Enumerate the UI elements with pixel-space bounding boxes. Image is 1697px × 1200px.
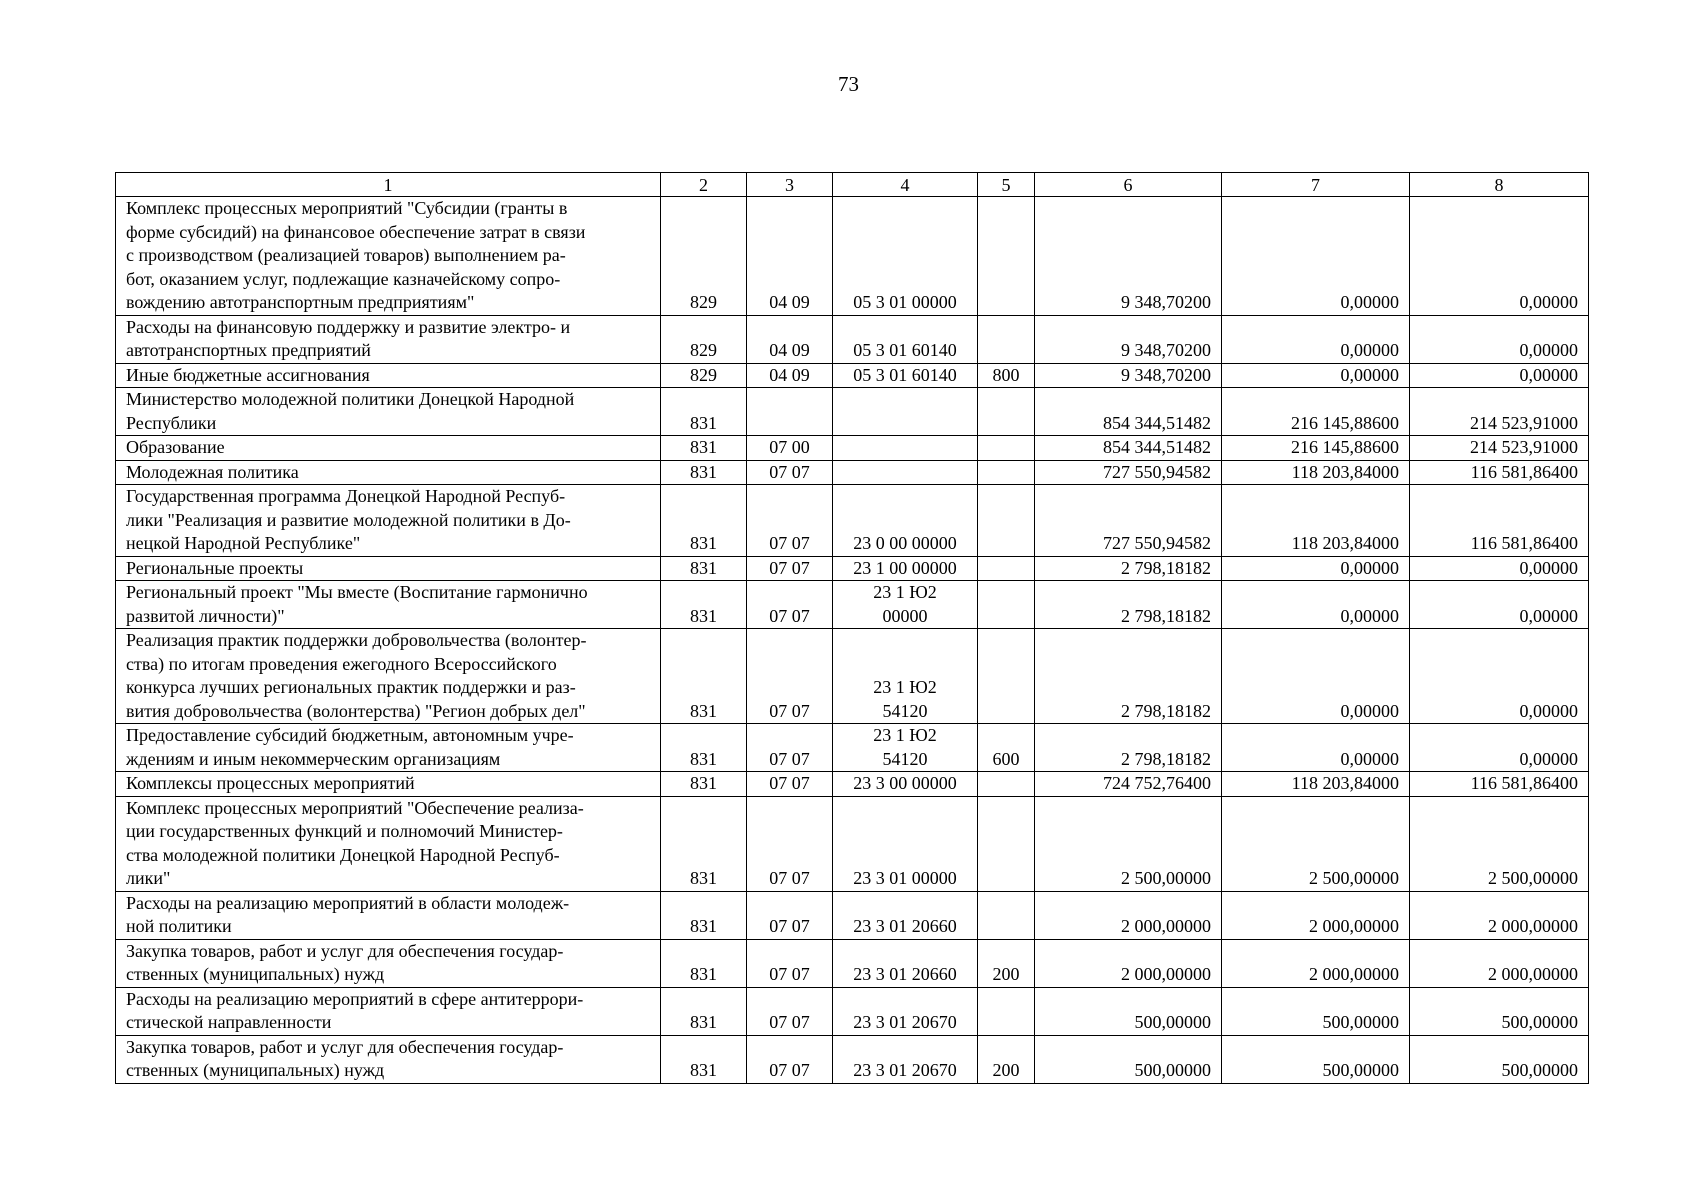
target-article-cell <box>833 388 978 436</box>
column-header: 1 <box>116 173 661 197</box>
row-name-line: Министерство молодежной политики Донецкой Народной <box>126 389 575 409</box>
amount-col8-cell: 0,00000 <box>1410 556 1589 581</box>
row-name-line: вития добровольчества (волонтерства) "Регион добрых дел" <box>126 700 586 721</box>
table-row <box>116 987 1589 1035</box>
row-name-line: Предоставление субсидий бюджетным, автономным учре- <box>126 725 574 745</box>
column-header: 8 <box>1410 173 1589 197</box>
amount-col7-cell: 118 203,84000 <box>1222 485 1410 557</box>
row-name-line: Иные бюджетные ассигнования <box>126 364 370 385</box>
row-name-line: форме субсидий) на финансовое обеспечение затрат в связи <box>126 221 586 242</box>
table-row <box>116 363 1589 388</box>
row-name-line: Региональный проект "Мы вместе (Воспитание гармонично <box>126 582 588 602</box>
row-name-line: ства молодежной политики Донецкой Народной Респуб- <box>126 844 560 865</box>
section-code-cell <box>747 388 833 436</box>
row-name-line: ной политики <box>126 916 232 936</box>
amount-col8-cell: 0,00000 <box>1410 581 1589 629</box>
table-row <box>116 197 1589 316</box>
amount-col6-cell: 500,00000 <box>1035 1035 1222 1083</box>
amount-col6-cell: 2 798,18182 <box>1035 581 1222 629</box>
amount-col6-cell: 727 550,94582 <box>1035 460 1222 485</box>
ministry-code-cell: 831 <box>661 556 747 581</box>
row-name-cell <box>116 796 661 891</box>
ministry-code-cell: 829 <box>661 363 747 388</box>
ministry-code-cell: 831 <box>661 436 747 461</box>
row-name-cell <box>116 939 661 987</box>
amount-col7-cell: 0,00000 <box>1222 724 1410 772</box>
table-row <box>116 436 1589 461</box>
row-name-cell <box>116 388 661 436</box>
table-row <box>116 315 1589 363</box>
row-name-line: Закупка товаров, работ и услуг для обеспечения государ- <box>126 940 564 961</box>
amount-col7-cell: 0,00000 <box>1222 315 1410 363</box>
amount-col7-cell: 118 203,84000 <box>1222 772 1410 797</box>
target-article-cell <box>833 1035 978 1083</box>
amount-col6-cell: 2 798,18182 <box>1035 629 1222 724</box>
ministry-code-cell: 831 <box>661 891 747 939</box>
target-article-cell <box>833 581 978 629</box>
expense-type-cell <box>978 460 1035 485</box>
target-article-cell <box>833 436 978 461</box>
section-code-cell: 07 07 <box>747 939 833 987</box>
amount-col8-cell: 116 581,86400 <box>1410 772 1589 797</box>
amount-col8-cell: 116 581,86400 <box>1410 485 1589 557</box>
row-name-line: Молодежная политика <box>126 461 299 482</box>
target-article-line: 00000 <box>882 605 928 626</box>
row-name-line: Республики <box>126 412 217 433</box>
expense-type-cell <box>978 796 1035 891</box>
amount-col7-cell: 0,00000 <box>1222 629 1410 724</box>
section-code-cell: 07 07 <box>747 891 833 939</box>
amount-col7-cell: 216 145,88600 <box>1222 388 1410 436</box>
expense-type-cell <box>978 436 1035 461</box>
ministry-code-cell: 831 <box>661 724 747 772</box>
row-name-line: Расходы на реализацию мероприятий в области молодеж- <box>126 892 570 913</box>
expense-type-cell <box>978 388 1035 436</box>
row-name-line: Комплексы процессных мероприятий <box>126 773 415 793</box>
amount-col6-cell: 9 348,70200 <box>1035 197 1222 316</box>
table-body <box>116 197 1589 1084</box>
expense-type-cell <box>978 315 1035 363</box>
target-article-cell <box>833 939 978 987</box>
ministry-code-cell: 831 <box>661 987 747 1035</box>
target-article-cell <box>833 197 978 316</box>
target-article-cell <box>833 363 978 388</box>
page-number: 73 <box>838 72 859 96</box>
expense-type-cell: 600 <box>978 724 1035 772</box>
row-name-line: бот, оказанием услуг, подлежащие казначейскому сопро- <box>126 268 561 289</box>
amount-col6-cell: 2 000,00000 <box>1035 891 1222 939</box>
row-name-cell <box>116 556 661 581</box>
amount-col6-cell: 9 348,70200 <box>1035 363 1222 388</box>
row-name-cell <box>116 772 661 797</box>
section-code-cell: 07 00 <box>747 436 833 461</box>
row-name-line: Закупка товаров, работ и услуг для обеспечения государ- <box>126 1036 564 1057</box>
section-code-cell: 07 07 <box>747 556 833 581</box>
section-code-cell: 07 07 <box>747 772 833 797</box>
amount-col8-cell: 0,00000 <box>1410 315 1589 363</box>
section-code-cell: 07 07 <box>747 987 833 1035</box>
amount-col6-cell: 2 798,18182 <box>1035 724 1222 772</box>
target-article-line: 05 3 01 60140 <box>853 364 957 385</box>
amount-col8-cell: 214 523,91000 <box>1410 436 1589 461</box>
ministry-code-cell: 831 <box>661 772 747 797</box>
amount-col8-cell: 0,00000 <box>1410 363 1589 388</box>
target-article-line: 05 3 01 00000 <box>853 292 957 312</box>
table-row <box>116 485 1589 557</box>
target-article-line: 23 1 Ю2 <box>873 677 937 697</box>
amount-col6-cell: 724 752,76400 <box>1035 772 1222 797</box>
target-article-line: 23 0 00 00000 <box>853 533 957 553</box>
target-article-line: 23 1 Ю2 <box>873 725 937 745</box>
section-code-cell: 07 07 <box>747 460 833 485</box>
row-name-line: с производством (реализацией товаров) выполнением ра- <box>126 245 566 265</box>
section-code-cell: 07 07 <box>747 724 833 772</box>
target-article-line: 23 3 01 20660 <box>853 964 957 984</box>
row-name-cell <box>116 197 661 316</box>
target-article-line: 54120 <box>882 748 928 769</box>
expense-type-cell <box>978 556 1035 581</box>
row-name-line: Региональные проекты <box>126 557 304 578</box>
amount-col8-cell: 2 000,00000 <box>1410 891 1589 939</box>
column-header: 6 <box>1035 173 1222 197</box>
row-name-cell <box>116 363 661 388</box>
row-name-line: Реализация практик поддержки добровольчества (волонтер- <box>126 630 587 650</box>
expense-type-cell: 200 <box>978 1035 1035 1083</box>
row-name-line: развитой личности)" <box>126 605 285 626</box>
row-name-cell <box>116 987 661 1035</box>
column-header: 5 <box>978 173 1035 197</box>
target-article-line: 23 1 00 00000 <box>853 557 957 578</box>
ministry-code-cell: 829 <box>661 315 747 363</box>
amount-col7-cell: 2 000,00000 <box>1222 939 1410 987</box>
table-row <box>116 724 1589 772</box>
amount-col8-cell: 0,00000 <box>1410 724 1589 772</box>
target-article-cell <box>833 724 978 772</box>
amount-col8-cell: 500,00000 <box>1410 1035 1589 1083</box>
row-name-line: Расходы на финансовую поддержку и развитие электро- и <box>126 316 571 337</box>
section-code-cell: 07 07 <box>747 629 833 724</box>
ministry-code-cell: 831 <box>661 629 747 724</box>
target-article-line: 23 3 01 00000 <box>853 868 957 888</box>
target-article-cell <box>833 485 978 557</box>
amount-col6-cell: 2 000,00000 <box>1035 939 1222 987</box>
row-name-line: Комплекс процессных мероприятий "Субсидии (гранты в <box>126 198 568 218</box>
amount-col6-cell: 2 798,18182 <box>1035 556 1222 581</box>
target-article-line: 23 3 00 00000 <box>853 773 957 793</box>
row-name-cell <box>116 724 661 772</box>
amount-col8-cell: 116 581,86400 <box>1410 460 1589 485</box>
row-name-line: Государственная программа Донецкой Народной Респуб- <box>126 486 566 506</box>
row-name-line: ждениям и иным некоммерческим организациям <box>126 748 501 769</box>
amount-col8-cell: 0,00000 <box>1410 197 1589 316</box>
amount-col6-cell: 727 550,94582 <box>1035 485 1222 557</box>
ministry-code-cell: 831 <box>661 388 747 436</box>
amount-col6-cell: 854 344,51482 <box>1035 388 1222 436</box>
amount-col6-cell: 854 344,51482 <box>1035 436 1222 461</box>
expense-type-cell <box>978 891 1035 939</box>
row-name-line: стической направленности <box>126 1012 332 1032</box>
row-name-line: автотранспортных предприятий <box>126 340 371 360</box>
target-article-cell <box>833 460 978 485</box>
row-name-cell <box>116 315 661 363</box>
section-code-cell: 07 07 <box>747 485 833 557</box>
table-row <box>116 629 1589 724</box>
ministry-code-cell: 829 <box>661 197 747 316</box>
amount-col7-cell: 0,00000 <box>1222 556 1410 581</box>
amount-col7-cell: 118 203,84000 <box>1222 460 1410 485</box>
target-article-line: 23 3 01 20670 <box>853 1060 957 1080</box>
amount-col6-cell: 2 500,00000 <box>1035 796 1222 891</box>
table-row <box>116 556 1589 581</box>
table-row <box>116 388 1589 436</box>
expense-type-cell <box>978 485 1035 557</box>
ministry-code-cell: 831 <box>661 1035 747 1083</box>
section-code-cell: 04 09 <box>747 315 833 363</box>
amount-col7-cell: 0,00000 <box>1222 363 1410 388</box>
section-code-cell: 04 09 <box>747 197 833 316</box>
target-article-cell <box>833 556 978 581</box>
target-article-cell <box>833 629 978 724</box>
expense-type-cell <box>978 629 1035 724</box>
expense-type-cell: 200 <box>978 939 1035 987</box>
row-name-line: лики" <box>126 868 171 888</box>
amount-col8-cell: 214 523,91000 <box>1410 388 1589 436</box>
expense-type-cell: 800 <box>978 363 1035 388</box>
target-article-line: 05 3 01 60140 <box>853 340 957 360</box>
table-row <box>116 1035 1589 1083</box>
row-name-line: ства) по итогам проведения ежегодного Всероссийского <box>126 653 557 674</box>
table-row <box>116 581 1589 629</box>
amount-col6-cell: 9 348,70200 <box>1035 315 1222 363</box>
amount-col8-cell: 2 500,00000 <box>1410 796 1589 891</box>
amount-col7-cell: 216 145,88600 <box>1222 436 1410 461</box>
budget-table <box>115 172 1589 1084</box>
table-header-row <box>116 173 1589 197</box>
table-row <box>116 460 1589 485</box>
row-name-line: Расходы на реализацию мероприятий в сфере антитеррори- <box>126 988 584 1009</box>
ministry-code-cell: 831 <box>661 485 747 557</box>
row-name-line: ственных (муниципальных) нужд <box>126 964 385 984</box>
row-name-line: ции государственных функций и полномочий Министер- <box>126 821 563 841</box>
section-code-cell: 07 07 <box>747 1035 833 1083</box>
ministry-code-cell: 831 <box>661 939 747 987</box>
amount-col8-cell: 500,00000 <box>1410 987 1589 1035</box>
amount-col8-cell: 2 000,00000 <box>1410 939 1589 987</box>
amount-col8-cell: 0,00000 <box>1410 629 1589 724</box>
row-name-line: лики "Реализация и развитие молодежной политики в До- <box>126 509 571 530</box>
table-row <box>116 772 1589 797</box>
amount-col7-cell: 0,00000 <box>1222 581 1410 629</box>
ministry-code-cell: 831 <box>661 796 747 891</box>
target-article-line: 23 3 01 20670 <box>853 1012 957 1032</box>
row-name-cell <box>116 581 661 629</box>
row-name-line: нецкой Народной Республике" <box>126 533 361 553</box>
row-name-cell <box>116 1035 661 1083</box>
column-header: 3 <box>747 173 833 197</box>
row-name-line: вождению автотранспортным предприятиям" <box>126 292 475 312</box>
ministry-code-cell: 831 <box>661 581 747 629</box>
amount-col7-cell: 2 000,00000 <box>1222 891 1410 939</box>
column-header: 2 <box>661 173 747 197</box>
column-header: 4 <box>833 173 978 197</box>
row-name-cell <box>116 629 661 724</box>
target-article-cell <box>833 315 978 363</box>
target-article-cell <box>833 796 978 891</box>
target-article-line: 23 1 Ю2 <box>873 582 937 602</box>
expense-type-cell <box>978 197 1035 316</box>
row-name-line: ственных (муниципальных) нужд <box>126 1060 385 1080</box>
section-code-cell: 07 07 <box>747 796 833 891</box>
target-article-cell <box>833 772 978 797</box>
target-article-line: 54120 <box>882 700 928 721</box>
target-article-line: 23 3 01 20660 <box>853 916 957 936</box>
row-name-line: Комплекс процессных мероприятий "Обеспечение реализа- <box>126 797 584 818</box>
section-code-cell: 04 09 <box>747 363 833 388</box>
row-name-line: конкурса лучших региональных практик поддержки и раз- <box>126 677 576 697</box>
row-name-cell <box>116 460 661 485</box>
row-name-cell <box>116 436 661 461</box>
amount-col7-cell: 2 500,00000 <box>1222 796 1410 891</box>
column-header: 7 <box>1222 173 1410 197</box>
amount-col7-cell: 0,00000 <box>1222 197 1410 316</box>
amount-col6-cell: 500,00000 <box>1035 987 1222 1035</box>
section-code-cell: 07 07 <box>747 581 833 629</box>
row-name-cell <box>116 485 661 557</box>
expense-type-cell <box>978 581 1035 629</box>
table-row <box>116 891 1589 939</box>
amount-col7-cell: 500,00000 <box>1222 1035 1410 1083</box>
row-name-cell <box>116 891 661 939</box>
target-article-cell <box>833 987 978 1035</box>
amount-col7-cell: 500,00000 <box>1222 987 1410 1035</box>
row-name-line: Образование <box>126 437 225 457</box>
expense-type-cell <box>978 987 1035 1035</box>
table-row <box>116 796 1589 891</box>
table-row <box>116 939 1589 987</box>
target-article-cell <box>833 891 978 939</box>
expense-type-cell <box>978 772 1035 797</box>
ministry-code-cell: 831 <box>661 460 747 485</box>
